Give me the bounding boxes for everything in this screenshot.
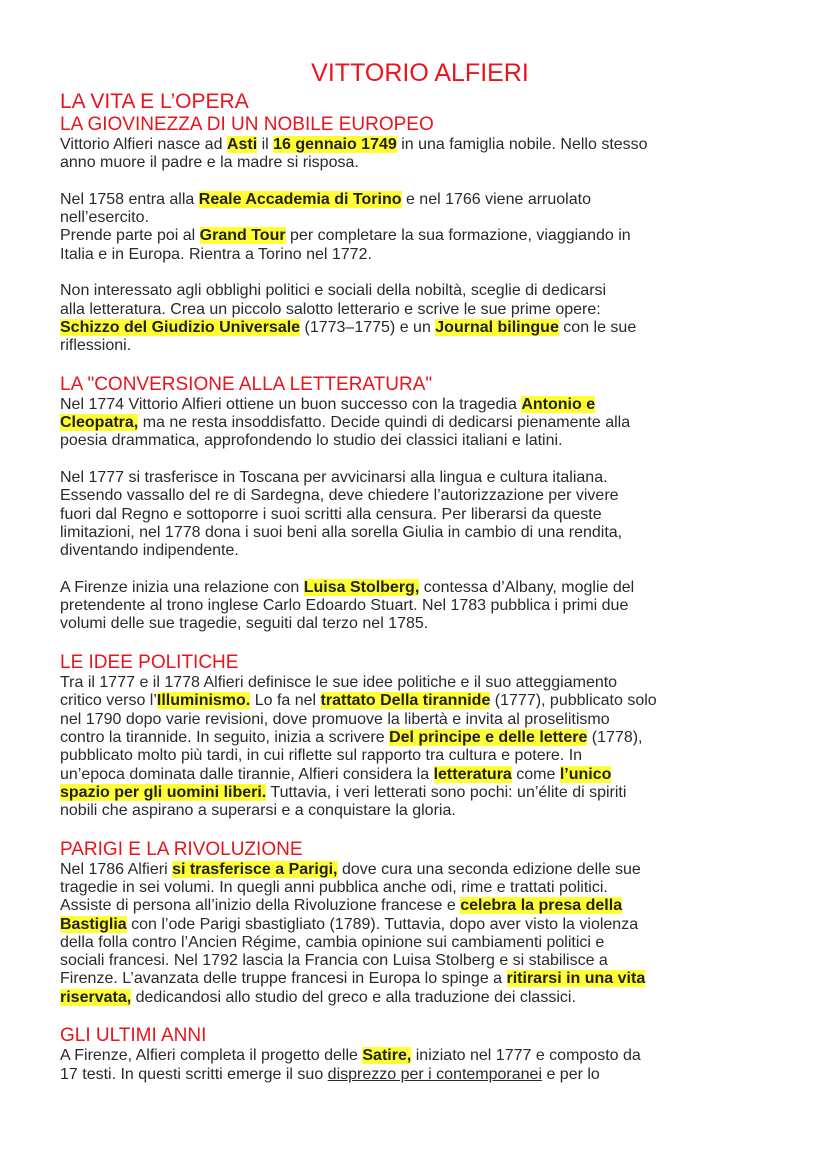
text-run: A Firenze inizia una relazione con bbox=[60, 578, 304, 596]
text-run: Nel 1774 Vittorio Alfieri ottiene un buon successo con la tragedia bbox=[60, 395, 522, 413]
text-run: pubblicato molto più tardi, in cui riflette sul rapporto tra cultura e potere. In bbox=[60, 747, 583, 765]
text-run: Assiste di persona all’inizio della Rivoluzione francese e bbox=[60, 897, 461, 915]
text-run: 17 testi. In questi scritti emerge il suo bbox=[60, 1065, 328, 1083]
text-line bbox=[60, 432, 780, 450]
text-run: Essendo vassallo del re di Sardegna, deve chiedere l’autorizzazione per vivere bbox=[60, 487, 619, 505]
section-heading: LA GIOVINEZZA DI UN NOBILE EUROPEO bbox=[60, 114, 434, 135]
text-run: nobili che aspirano a superarsi e a conquistare la gloria. bbox=[60, 802, 456, 820]
text-run: dove cura una seconda edizione delle sue bbox=[337, 860, 641, 878]
text-line bbox=[60, 934, 780, 952]
text-run: sociali francesi. Nel 1792 lascia la Francia con Luisa Stolberg e si stabilisce a bbox=[60, 952, 608, 970]
text-run: dedicandosi allo studio del greco e alla traduzione dei classici. bbox=[131, 988, 576, 1006]
text-run: contessa d’Albany, moglie del bbox=[419, 578, 635, 596]
underlined-text: disprezzo per i contemporanei bbox=[327, 1065, 543, 1083]
highlighted-text: Reale Accademia di Torino bbox=[198, 190, 402, 208]
text-line bbox=[60, 747, 780, 765]
section bbox=[60, 374, 780, 634]
text-run: alla letteratura. Crea un piccolo salotto letterario e scrive le sue prime opere: bbox=[60, 300, 601, 318]
text-line bbox=[60, 766, 780, 784]
text-run: A Firenze, Alfieri completa il progetto delle bbox=[60, 1047, 363, 1065]
text-run: Firenze. L’avanzata delle truppe francesi in Europa lo spinge a bbox=[60, 970, 507, 988]
text-run: (1778), bbox=[587, 728, 643, 746]
text-line bbox=[60, 319, 780, 337]
text-line bbox=[60, 1047, 780, 1065]
section bbox=[60, 114, 780, 356]
highlighted-text: l’unico bbox=[559, 765, 612, 783]
highlighted-text: Del principe e delle lettere bbox=[389, 728, 588, 746]
section bbox=[60, 1025, 780, 1084]
text-run: volumi delle sue tragedie, seguiti dal terzo nel 1785. bbox=[60, 615, 429, 633]
highlighted-text: si trasferisce a Parigi, bbox=[172, 860, 338, 878]
text-run: tragedie in sei volumi. In quegli anni pubblica anche odi, rime e trattati politici. bbox=[60, 878, 608, 896]
text-line bbox=[60, 191, 780, 209]
text-run: Tra il 1777 e il 1778 Alfieri definisce le sue idee politiche e il suo atteggiamento bbox=[60, 674, 618, 692]
paragraph bbox=[60, 674, 780, 820]
text-line bbox=[60, 337, 780, 355]
text-line bbox=[60, 301, 780, 319]
text-run: ma ne resta insoddisfatto. Decide quindi di dedicarsi pienamente alla bbox=[138, 414, 631, 432]
text-line bbox=[60, 227, 780, 245]
document-body bbox=[60, 114, 780, 1084]
highlighted-text: Cleopatra, bbox=[60, 414, 139, 432]
paragraph bbox=[60, 136, 780, 173]
highlighted-text: celebra la presa della bbox=[460, 897, 623, 915]
text-line bbox=[60, 970, 780, 988]
paragraph bbox=[60, 396, 780, 451]
text-line bbox=[60, 154, 780, 172]
text-line bbox=[60, 879, 780, 897]
text-line bbox=[60, 487, 780, 505]
text-run: diventando indipendente. bbox=[60, 542, 239, 560]
text-line bbox=[60, 615, 780, 633]
section bbox=[60, 652, 780, 820]
text-line bbox=[60, 952, 780, 970]
text-line bbox=[60, 916, 780, 934]
paragraph bbox=[60, 1047, 780, 1084]
highlighted-text: Satire, bbox=[362, 1047, 412, 1065]
text-line bbox=[60, 282, 780, 300]
text-line bbox=[60, 597, 780, 615]
highlighted-text: Antonio e bbox=[521, 395, 596, 413]
text-run: anno muore il padre e la madre si risposa. bbox=[60, 154, 359, 172]
highlighted-text: letteratura bbox=[433, 765, 512, 783]
highlighted-text: Asti bbox=[226, 136, 258, 153]
text-line bbox=[60, 729, 780, 747]
text-line bbox=[60, 246, 780, 264]
text-run: della folla contro l’Ancien Régime, cambia opinione sui cambiamenti politici e bbox=[60, 933, 605, 951]
highlighted-text: Schizzo del Giudizio Universale bbox=[60, 318, 301, 336]
text-line bbox=[60, 579, 780, 597]
text-line bbox=[60, 897, 780, 915]
text-run: limitazioni, nel 1778 dona i suoi beni alla sorella Giulia in cambio di una rendita, bbox=[60, 523, 623, 541]
text-run: Tuttavia, i veri letterati sono pochi: un’élite di spiriti bbox=[266, 783, 627, 801]
text-line bbox=[60, 711, 780, 729]
text-line bbox=[60, 674, 780, 692]
text-run: Prende parte poi al bbox=[60, 227, 200, 245]
text-run: riflessioni. bbox=[60, 337, 132, 355]
text-run: come bbox=[511, 765, 560, 783]
text-run: Nel 1786 Alfieri bbox=[60, 860, 173, 878]
section-heading: LE IDEE POLITICHE bbox=[60, 652, 239, 674]
text-run: pretendente al trono inglese Carlo Edoardo Stuart. Nel 1783 pubblica i primi due bbox=[60, 597, 629, 615]
text-run: critico verso l’ bbox=[60, 692, 157, 710]
text-run: Nel 1777 si trasferisce in Toscana per avvicinarsi alla lingua e cultura italiana. bbox=[60, 469, 608, 487]
text-line bbox=[60, 414, 780, 432]
text-run: poesia drammatica, approfondendo lo studio dei classici italiani e latini. bbox=[60, 432, 563, 450]
section-heading: GLI ULTIMI ANNI bbox=[60, 1025, 207, 1047]
highlighted-text: Bastiglia bbox=[60, 915, 127, 933]
paragraph bbox=[60, 469, 780, 560]
text-line bbox=[60, 861, 780, 879]
text-run: Non interessato agli obblighi politici e sociali della nobiltà, sceglie di dedicarsi bbox=[60, 282, 607, 300]
text-run: iniziato nel 1777 e composto da bbox=[411, 1047, 641, 1065]
text-run: nel 1790 dopo varie revisioni, dove promuove la libertà e invita al proselitismo bbox=[60, 710, 610, 728]
highlighted-text: 16 gennaio 1749 bbox=[273, 136, 397, 153]
section-heading: PARIGI E LA RIVOLUZIONE bbox=[60, 838, 303, 860]
chapter-heading: LA VITA E L’OPERA bbox=[60, 90, 249, 113]
text-line bbox=[60, 1066, 780, 1084]
paragraph bbox=[60, 282, 780, 355]
text-line bbox=[60, 692, 780, 710]
highlighted-text: spazio per gli uomini liberi. bbox=[60, 783, 267, 801]
text-line bbox=[60, 136, 780, 154]
text-run: con l’ode Parigi sbastigliato (1789). Tuttavia, dopo aver visto la violenza bbox=[126, 915, 639, 933]
text-run: in una famiglia nobile. Nello stesso bbox=[396, 136, 648, 153]
text-run: Lo fa nel bbox=[250, 692, 321, 710]
highlighted-text: riservata, bbox=[60, 988, 132, 1006]
text-line bbox=[60, 542, 780, 560]
text-line bbox=[60, 989, 780, 1007]
text-run: (1773–1775) e un bbox=[300, 318, 436, 336]
highlighted-text: trattato Della tirannide bbox=[320, 692, 491, 710]
text-line bbox=[60, 524, 780, 542]
paragraph bbox=[60, 191, 780, 264]
text-line bbox=[60, 469, 780, 487]
paragraph bbox=[60, 861, 780, 1007]
text-line bbox=[60, 396, 780, 414]
section bbox=[60, 839, 780, 1007]
highlighted-text: ritirarsi in una vita bbox=[506, 970, 646, 988]
text-run: (1777), pubblicato solo bbox=[490, 692, 657, 710]
text-run: con le sue bbox=[558, 318, 637, 336]
highlighted-text: Luisa Stolberg, bbox=[303, 578, 420, 596]
text-run: un’epoca dominata dalle tirannie, Alfieri considera la bbox=[60, 765, 434, 783]
section-heading: LA "CONVERSIONE ALLA LETTERATURA" bbox=[60, 373, 433, 395]
text-run: e per lo bbox=[542, 1065, 600, 1083]
text-line bbox=[60, 784, 780, 802]
text-run: Italia e in Europa. Rientra a Torino nel 1772. bbox=[60, 245, 372, 263]
text-run: contro la tirannide. In seguito, inizia a scrivere bbox=[60, 728, 390, 746]
text-run: per completare la sua formazione, viaggiando in bbox=[285, 227, 631, 245]
highlighted-text: Journal bilingue bbox=[435, 318, 559, 336]
text-run: nell’esercito. bbox=[60, 209, 149, 227]
text-run: e nel 1766 viene arruolato bbox=[401, 190, 591, 208]
text-run: Nel 1758 entra alla bbox=[60, 190, 199, 208]
text-run: Vittorio Alfieri nasce ad bbox=[60, 136, 227, 153]
paragraph bbox=[60, 579, 780, 634]
text-run: il bbox=[257, 136, 274, 153]
text-line bbox=[60, 506, 780, 524]
text-line bbox=[60, 209, 780, 227]
document-title: VITTORIO ALFIERI bbox=[311, 59, 529, 87]
text-run: fuori dal Regno e sottoporre i suoi scritti alla censura. Per liberarsi da queste bbox=[60, 505, 602, 523]
highlighted-text: Illuminismo. bbox=[156, 692, 251, 710]
highlighted-text: Grand Tour bbox=[199, 227, 286, 245]
text-line bbox=[60, 802, 780, 820]
